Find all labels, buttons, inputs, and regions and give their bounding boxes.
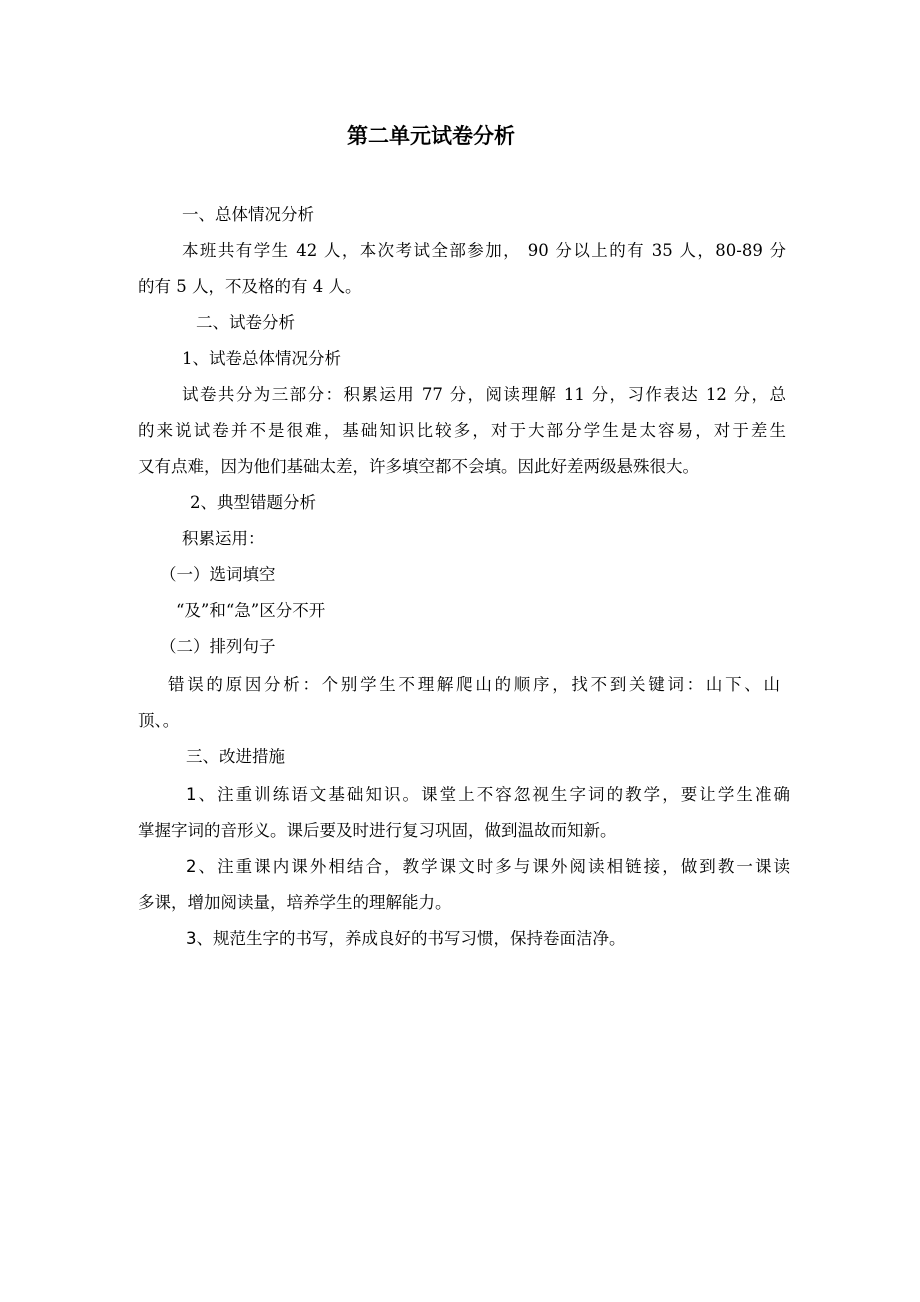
paragraph-line: 2、注重课内课外相结合，教学课文时多与课外阅读相链接，做到教一课读 — [186, 857, 790, 876]
paragraph-line: 多课，增加阅读量，培养学生的理解能力。 — [138, 893, 452, 912]
paragraph-line: “及”和“急”区分不开 — [176, 601, 326, 620]
paragraph-line: 1、注重训练语文基础知识。课堂上不容忽视生字词的教学，要让学生准确 — [186, 785, 790, 804]
section-heading-overview: 一、总体情况分析 — [182, 205, 314, 224]
subsection-heading: 1、试卷总体情况分析 — [182, 349, 341, 368]
paragraph-line: 掌握字词的音形义。课后要及时进行复习巩固，做到温故而知新。 — [138, 821, 617, 840]
item-heading: （二）排列句子 — [160, 637, 276, 656]
paragraph-line: 本班共有学生 42 人，本次考试全部参加， 90 分以上的有 35 人，80-89 分 — [182, 241, 786, 260]
paragraph-line: 顶、。 — [138, 711, 180, 730]
paragraph-line: 的有 5 人，不及格的有 4 人。 — [138, 277, 362, 296]
document-title: 第二单元试卷分析 — [347, 124, 515, 148]
subsection-heading: 2、典型错题分析 — [190, 493, 316, 512]
paragraph-line: 又有点难，因为他们基础太差，许多填空都不会填。因此好差两级悬殊很大。 — [138, 457, 699, 476]
paragraph-line: 错误的原因分析：个别学生不理解爬山的顺序，找不到关键词：山下、山 — [168, 675, 780, 694]
paragraph-line: 的来说试卷并不是很难，基础知识比较多，对于大部分学生是太容易，对于差生 — [138, 421, 786, 440]
section-heading-improvements: 三、改进措施 — [186, 747, 285, 766]
item-heading: （一）选词填空 — [160, 565, 276, 584]
section-heading-analysis: 二、试卷分析 — [196, 313, 295, 332]
category-label: 积累运用： — [182, 529, 265, 548]
paragraph-line: 3、规范生字的书写，养成良好的书写习惯，保持卷面洁净。 — [186, 929, 626, 948]
paragraph-line: 试卷共分为三部分：积累运用 77 分，阅读理解 11 分，习作表达 12 分，总 — [182, 385, 786, 404]
